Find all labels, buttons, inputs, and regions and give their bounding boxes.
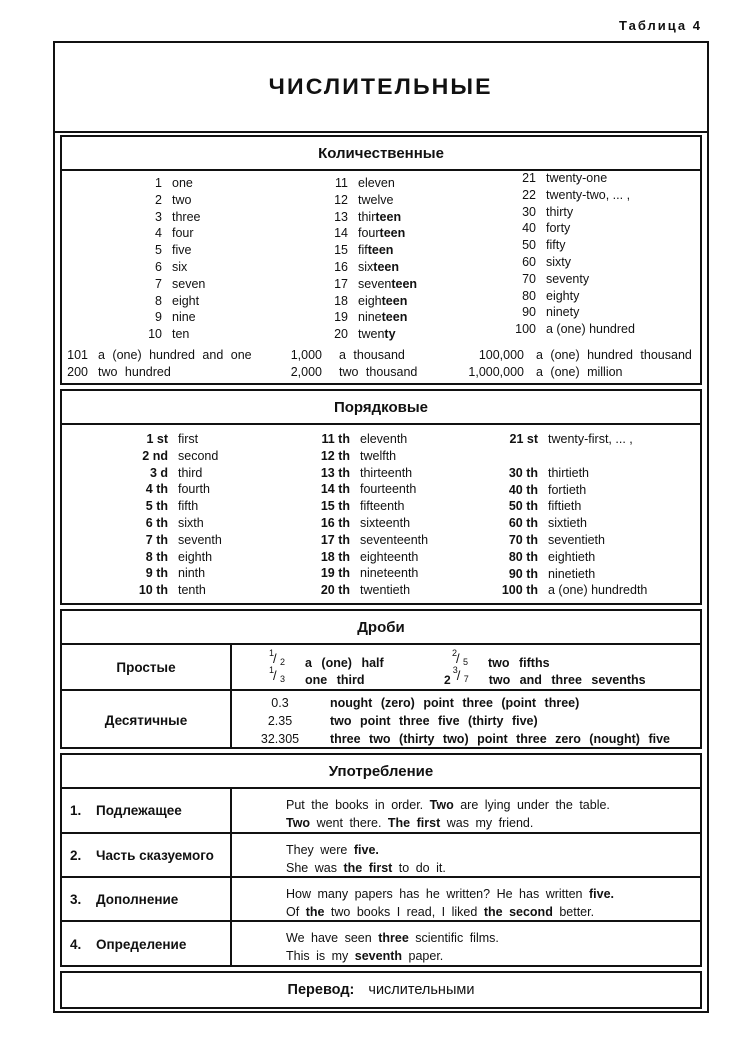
page-label: Таблица 4 [618,18,702,33]
usage-numeral: first [416,816,441,830]
cardinal-row [494,237,635,254]
usage-example-text [232,878,700,921]
cardinal-row [324,326,417,343]
usage-numeral: second [509,905,553,919]
cardinal-suffix: teen [367,243,394,258]
cardinal-word: three [172,209,201,224]
fraction-denominator: 3 [280,674,286,684]
ordinal-number: 30 th [508,465,538,480]
cardinal-extra-item: 100,000 [478,348,524,362]
ordinal-word: tenth [178,583,206,598]
cardinal-row [494,170,635,187]
cardinal-number: 50 [522,238,536,253]
cardinal-number: 60 [522,254,536,269]
usage-example [232,878,700,920]
usage-label [62,834,232,876]
ordinal-row [132,582,222,599]
ordinal-row [132,448,222,465]
cardinal-word: five [172,243,192,258]
ordinal-word: fourteenth [360,482,417,497]
cardinal-word: twenty-one [546,171,608,185]
cardinal-number: 3 [155,209,162,224]
usage-numeral: five. [353,843,379,857]
cardinal-row [324,209,417,226]
cardinal-extra-item: two hundred [98,365,171,379]
ordinal-number: 15 th [320,499,350,514]
ordinal-word: second [178,448,219,463]
cardinal-row [134,242,205,259]
cardinal-section [60,135,702,385]
ordinal-number: 40 th [508,482,538,497]
fraction-text: two fifths [488,656,550,670]
cardinal-suffix: teen [373,259,399,274]
ordinal-row [132,431,222,448]
ordinal-number: 20 th [320,583,350,598]
ordinal-word: ninetieth [548,566,596,581]
decimal-number: 0.3 [271,696,289,710]
cardinal-number: 5 [155,243,162,258]
cardinal-word: twelve [358,192,394,207]
cardinal-number: 17 [334,276,348,291]
ordinal-word: twelfth [360,448,397,463]
cardinal-word: sixty [546,254,571,269]
cardinal-row [494,187,635,204]
ordinal-word: thirtieth [548,465,589,480]
ordinal-number: 13 th [320,465,350,480]
usage-example-text [232,922,700,965]
cardinal-number: 14 [334,226,348,241]
ordinal-word: eighteenth [360,549,419,564]
ordinal-col-3 [492,431,647,599]
cardinal-col-3 [494,170,635,338]
usage-row [62,878,700,922]
ordinal-row [492,465,647,482]
ordinal-word: fifteenth [360,499,405,514]
ordinal-row [492,482,647,499]
cardinal-row [324,259,417,276]
cardinal-word: ninety [546,305,580,320]
ordinal-number: 5 th [145,499,168,514]
cardinal-word: fourteen [358,226,406,241]
usage-line: She was the first to do it. [286,861,446,875]
ordinal-row [132,498,222,515]
usage-label-text: Подлежащее [96,803,182,818]
cardinal-number: 1 [155,176,162,190]
translation-box [60,971,702,1009]
fraction-numerator: 1 [269,648,275,658]
usage-line: Put the books in order. Two are lying under the table. [286,798,610,812]
ordinal-word: seventieth [548,532,605,547]
cardinal-extra-item: 200 [67,365,88,379]
simple-fractions-label: Простые [62,645,232,689]
cardinal-row [324,192,417,209]
cardinal-number: 18 [334,293,348,308]
ordinal-number: 19 th [320,566,350,581]
ordinal-row [308,549,428,566]
cardinal-number: 7 [155,276,162,291]
usage-numeral: five. [589,887,615,901]
usage-label-text: Дополнение [96,891,179,907]
cardinal-number: 6 [155,259,162,274]
ordinal-word: a (one) hundredth [548,583,648,598]
cardinal-row [134,175,205,192]
cardinal-extra-item: two thousand [339,365,418,379]
cardinal-row [324,293,417,310]
ordinal-row [308,465,428,482]
cardinal-extra-item: a (one) hundred and one [98,348,252,362]
cardinal-number: 13 [334,209,348,224]
cardinal-word: a (one) hundred [546,322,635,337]
translation-value: числительными [368,982,475,998]
ordinal-row [308,431,428,448]
fraction-symbol [451,665,473,684]
cardinal-extra-item: 101 [67,348,88,362]
cardinal-number: 8 [155,293,162,308]
ordinal-number: 14 th [320,482,350,497]
cardinal-row [494,304,635,321]
usage-heading: Употребление [62,755,700,789]
usage-rows [62,789,700,967]
numerals-table [53,41,709,1013]
cardinal-suffix: teen [381,293,408,308]
cardinal-number: 16 [334,259,348,274]
usage-row [62,922,700,967]
usage-numeral: first [368,861,393,875]
usage-row [62,834,700,878]
fraction-symbol [267,665,289,684]
usage-numeral: the [343,861,363,875]
cardinal-word: eighteen [358,293,408,308]
usage-numeral: Two [286,816,311,830]
ordinal-row [132,532,222,549]
ordinal-row [308,565,428,582]
cardinal-word: seventy [546,271,590,286]
ordinal-number: 9 th [145,566,168,581]
cardinal-col-2 [324,175,417,343]
ordinal-row [492,515,647,532]
cardinal-number: 90 [522,305,536,320]
cardinal-row [134,225,205,242]
ordinal-number: 4 th [145,482,168,497]
ordinal-word: fiftieth [548,499,582,514]
ordinal-row [132,465,222,482]
decimal-number: 32.305 [260,732,300,746]
ordinal-row [308,481,428,498]
cardinal-number: 11 [335,176,348,190]
ordinal-row [492,498,647,515]
table-title: ЧИСЛИТЕЛЬНЫЕ [268,74,493,99]
usage-example [232,834,700,876]
cardinal-word: seventeen [358,276,418,291]
cardinal-suffix: teen [379,226,406,241]
ordinal-word: nineteenth [360,566,419,581]
ordinal-number: 100 th [501,583,538,598]
cardinal-number: 80 [522,288,536,303]
usage-line: Of the two books I read, I liked the second better. [286,905,595,919]
cardinal-extra-item: 1,000 [290,348,322,362]
usage-line: This is my seventh paper. [286,949,444,963]
ordinal-row [492,532,647,549]
usage-numeral: the [483,905,503,919]
ordinal-row [308,498,428,515]
usage-example [232,922,700,967]
ordinal-number: 8 th [145,549,168,564]
ordinal-word: fourth [178,482,210,497]
cardinal-word: fifty [546,238,566,253]
ordinal-number: 80 th [508,549,538,564]
ordinal-row [492,582,647,599]
ordinal-word: sixth [178,515,204,530]
ordinal-number: 17 th [320,532,350,547]
cardinal-row [134,276,205,293]
cardinal-word: four [172,226,194,241]
usage-numeral: seventh [354,949,403,963]
fraction-text: a (one) half [305,656,384,670]
cardinal-word: eight [172,293,200,308]
cardinal-number: 4 [155,226,162,241]
cardinal-row [134,259,205,276]
cardinal-row [134,293,205,310]
cardinal-word: nine [172,310,196,325]
cardinal-word: one [172,176,193,190]
usage-numeral: Two [429,798,454,812]
usage-line: How many papers has he written? He has written five. [286,887,615,901]
cardinal-extra-item: 1,000,000 [468,365,524,379]
usage-section [60,753,702,967]
ordinal-number: 90 th [508,566,538,581]
ordinal-number: 18 th [320,549,350,564]
ordinal-number: 1 st [146,432,168,446]
cardinal-extra-item: a thousand [339,348,405,362]
decimal-fractions-cell [232,691,700,749]
ordinal-number: 16 th [320,515,350,530]
usage-label [62,789,232,832]
cardinal-word: twenty [358,327,396,342]
cardinal-row [134,209,205,226]
ordinal-number: 7 th [145,532,168,547]
cardinal-word: sixteen [358,259,399,274]
fraction-slash: / [273,668,277,683]
fractions-heading: Дроби [62,611,700,645]
cardinal-row [324,225,417,242]
ordinal-word: sixtieth [548,516,587,531]
decimal-words: two point three five (thirty five) [330,714,538,728]
decimal-fractions-row [62,691,700,749]
cardinal-word: forty [546,221,571,236]
cardinal-extra-item: a (one) million [536,365,623,379]
cardinal-number: 9 [155,310,162,325]
decimal-number: 2.35 [267,714,293,728]
usage-label-text: Часть сказуемого [96,847,214,863]
cardinal-word: seven [172,276,206,291]
cardinal-row [324,242,417,259]
cardinal-number: 19 [334,310,348,325]
ordinal-row [308,532,428,549]
ordinal-word: eightieth [548,549,596,564]
usage-example-text [232,789,700,832]
cardinal-number: 20 [334,327,348,342]
ordinal-row [308,448,428,465]
usage-index: 3. [70,891,82,907]
cardinal-row [494,271,635,288]
cardinal-row [494,220,635,237]
cardinal-number: 12 [334,192,348,207]
fraction-numerator: 2 [452,648,458,658]
fraction-denominator: 5 [463,657,469,667]
cardinal-word: two [172,192,192,207]
ordinal-row [132,565,222,582]
ordinal-row [132,481,222,498]
ordinal-word: first [178,432,199,446]
cardinal-extra-item: 2,000 [290,365,322,379]
ordinal-word: twenty-first, ... , [548,432,633,446]
cardinal-number: 21 [522,171,536,185]
fraction-numerator: 3 [452,665,458,675]
usage-numeral: the [305,905,325,919]
title-box [55,43,707,133]
ordinal-word: ninth [178,566,206,581]
simple-fractions-cell [232,645,700,689]
fraction-text: one third [305,673,365,687]
cardinal-heading: Количественные [62,137,700,171]
cardinal-word: thirteen [358,209,402,224]
usage-row [62,789,700,834]
ordinal-word: seventeenth [360,532,429,547]
cardinal-row [134,309,205,326]
cardinal-row [324,309,417,326]
ordinal-word: twentieth [360,583,411,598]
cardinal-word: eighty [546,288,580,303]
fraction-text: two and three sevenths [488,673,646,687]
cardinal-row [134,326,205,343]
ordinal-number: 21 st [509,432,538,446]
usage-label [62,922,232,967]
ordinal-number: 11 th [321,432,350,446]
ordinal-number: 12 th [320,448,350,463]
usage-line: Two went there. The first was my friend. [286,816,534,830]
cardinal-word: nineteen [358,310,408,325]
ordinal-number: 60 th [508,516,538,531]
cardinal-number: 10 [148,327,162,342]
usage-label-text: Определение [96,937,187,952]
ordinal-number: 3 d [149,465,168,480]
fraction-denominator: 7 [463,674,469,684]
fraction-slash: / [456,651,460,666]
fraction-slash: / [456,668,461,683]
ordinal-word: seventh [178,532,222,547]
cardinal-row [494,288,635,305]
ordinal-col-2 [308,431,428,599]
ordinal-row [492,566,647,583]
usage-example [232,789,700,832]
cardinal-row [494,321,635,338]
usage-label [62,878,232,920]
fraction-whole: 2 [444,673,451,687]
usage-line: They were five. [286,843,379,857]
cardinal-col-1 [134,175,205,343]
cardinal-number: 100 [515,322,536,337]
usage-index: 2. [70,847,82,863]
usage-index: 1. [70,803,82,818]
cardinal-word: eleven [358,176,395,190]
usage-index: 4. [70,937,82,952]
ordinal-number: 70 th [508,532,538,547]
cardinal-number: 15 [334,243,348,258]
ordinal-row [492,549,647,566]
usage-numeral: The [387,816,411,830]
ordinal-section [60,389,702,605]
cardinal-row [134,192,205,209]
translation-label: Перевод: [287,982,355,998]
fractions-section [60,609,702,749]
decimal-words: nought (zero) point three (point three) [330,696,580,710]
cardinal-number: 30 [522,204,536,219]
cardinal-word: thirty [546,204,574,219]
ordinal-row [308,582,428,599]
ordinal-heading: Порядковые [62,391,700,425]
decimal-words: three two (thirty two) point three zero (nought) five [330,732,670,746]
ordinal-col-1 [132,431,222,599]
simple-fractions-row [62,645,700,691]
usage-numeral: three [378,931,409,945]
ordinal-number: 50 th [508,499,538,514]
ordinal-row [308,515,428,532]
cardinal-row [324,276,417,293]
cardinal-row [324,175,417,192]
usage-line: We have seen three scientific films. [286,931,499,945]
ordinal-row [132,549,222,566]
cardinal-suffix: teen [375,209,402,224]
cardinal-row [494,204,635,221]
cardinal-suffix: teen [381,310,408,325]
fraction-slash: / [273,651,277,666]
cardinal-row [494,254,635,271]
simple-fraction [444,665,646,687]
ordinal-row [492,431,647,448]
ordinal-word: third [178,465,203,480]
cardinal-number: 2 [155,192,162,207]
cardinal-suffix: teen [391,276,418,291]
fraction-numerator: 1 [269,665,275,675]
cardinal-number: 40 [522,221,536,236]
cardinal-word: six [172,259,188,274]
ordinal-number: 10 th [138,583,168,598]
cardinal-extra-item: a (one) hundred thousand [536,348,692,362]
cardinal-word: fifteen [358,243,394,258]
ordinal-word: eighth [178,549,213,564]
cardinal-word: twenty-two, ... , [546,187,631,202]
ordinal-word: sixteenth [360,515,411,530]
ordinal-number: 6 th [145,515,168,530]
usage-example-text [232,834,700,877]
ordinal-row [132,515,222,532]
ordinal-word: fifth [178,499,199,514]
cardinal-number: 70 [522,271,536,286]
simple-fraction [267,665,365,687]
cardinal-word: ten [172,327,190,342]
ordinal-word: fortieth [548,482,587,497]
ordinal-number: 2 nd [142,448,168,463]
ordinal-word: eleventh [360,432,408,446]
fraction-denominator: 2 [280,657,286,667]
decimal-fractions-label: Десятичные [62,691,232,749]
cardinal-suffix: ty [384,327,396,342]
ordinal-word: thirteenth [360,465,413,480]
cardinal-number: 22 [522,187,536,202]
